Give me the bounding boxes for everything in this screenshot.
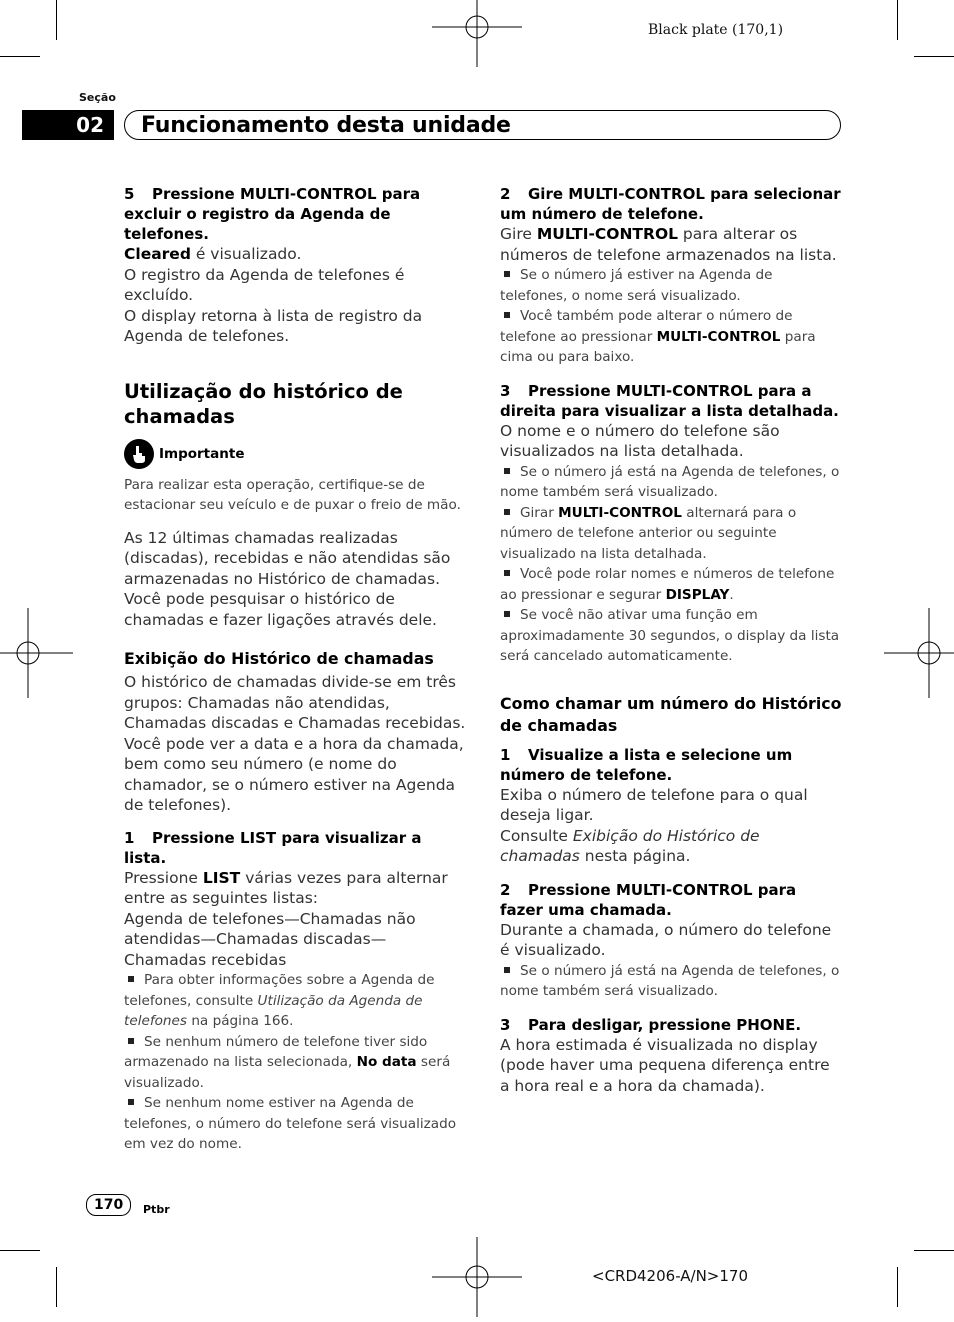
bullet-square-icon [504, 468, 510, 474]
step-1-lists: Agenda de telefones—Chamadas não atendidas—Chamadas discadas—Chamadas recebidas [124, 909, 416, 969]
subheading-call-from-history: Como chamar um número do Histórico de chamadas [500, 693, 842, 735]
step-3-heading [500, 381, 842, 421]
step-title: Gire MULTI-CONTROL para selecionar um número de telefone. [500, 185, 841, 223]
page-number: 170 [86, 1194, 131, 1216]
bullet-square-icon [504, 611, 510, 617]
step-number: 1 [124, 828, 135, 847]
call-step-2-heading [500, 880, 842, 920]
note-item: Você também pode alterar o número de telefone ao pressionar MULTI-CONTROL para cima ou para baixo. [500, 308, 816, 365]
bullet-square-icon [128, 1038, 134, 1044]
important-label: Importante [124, 439, 466, 469]
section-heading-history: Utilização do histórico de chamadas [124, 379, 403, 428]
registration-mark-right [884, 608, 954, 698]
note-item: Se nenhum nome estiver na Agenda de telefones, o número do telefone será visualizado em vez do nome. [124, 1095, 457, 1152]
bullet-square-icon [504, 509, 510, 515]
section-number-badge: 02 [22, 110, 114, 140]
step-title: Pressione MULTI-CONTROL para excluir o registro da Agenda de telefones. [124, 185, 421, 243]
step-1-text: Pressione LIST várias vezes para alternar entre as seguintes listas: [124, 868, 448, 907]
step-title: Visualize a lista e selecione um número de telefone. [500, 745, 793, 784]
crop-mark-tl-h [0, 56, 40, 57]
note-item: Se o número já está na Agenda de telefones, o nome também será visualizado. [500, 962, 840, 999]
bullet-square-icon [128, 976, 134, 982]
left-column [124, 184, 466, 1155]
step-5-cleared: Cleared é visualizado. [124, 245, 302, 263]
subheading-history-display: Exibição do Histórico de chamadas [124, 649, 434, 668]
step-title: Pressione LIST para visualizar a lista. [124, 828, 422, 867]
note-item: Se o número já estiver na Agenda de telefones, o nome será visualizado. [500, 267, 773, 304]
section-label: Seção [79, 91, 116, 104]
step-title: Pressione MULTI-CONTROL para fazer uma chamada. [500, 880, 797, 919]
step-number: 1 [500, 745, 511, 764]
step-2-text: Gire MULTI-CONTROL para alterar os números de telefone armazenados na lista. [500, 225, 837, 264]
crop-mark-tr-h [914, 56, 954, 57]
call-step-1-heading [500, 745, 842, 785]
bullet-square-icon [128, 1099, 134, 1105]
note-item: Se o número já está na Agenda de telefones, o nome também será visualizado. [500, 463, 840, 500]
language-label: Ptbr [143, 1203, 170, 1216]
registration-mark-left [0, 608, 73, 698]
section-title: Funcionamento desta unidade [141, 112, 511, 138]
registration-mark-top [432, 0, 522, 72]
call-step-1-reference: Consulte Exibição do Histórico de chamadas nesta página. [500, 826, 760, 865]
important-hand-icon [124, 439, 154, 469]
registration-mark-bottom [432, 1232, 522, 1322]
step-1-heading [124, 828, 466, 868]
step-title: Para desligar, pressione PHONE. [528, 1015, 802, 1034]
crop-mark-br-h [914, 1250, 954, 1251]
note-item: Se nenhum número de telefone tiver sido armazenado na lista selecionada, No data será visualizado. [124, 1033, 451, 1091]
call-step-2-text: Durante a chamada, o número do telefone é visualizado. [500, 920, 832, 959]
important-text: Para realizar esta operação, certifique-se de estacionar seu veículo e de puxar o freio de mão. [124, 476, 461, 513]
history-intro: As 12 últimas chamadas realizadas (discadas), recebidas e não atendidas são armazenadas no Histórico de chamadas. Você pode pesquisar o histórico de chamadas e fazer ligações através dele. [124, 528, 451, 629]
step-number: 2 [500, 880, 511, 899]
step-number: 3 [500, 381, 511, 400]
crop-mark-bl-v [56, 1267, 57, 1307]
note-item: Girar MULTI-CONTROL alternará para o número de telefone anterior ou seguinte visualizado na lista detalhada. [500, 504, 797, 562]
step-number: 3 [500, 1015, 511, 1034]
call-step-3-heading [500, 1015, 842, 1035]
step-5-line2: O registro da Agenda de telefones é excluído. [124, 265, 405, 304]
right-column [500, 184, 842, 1096]
crop-mark-bl-h [0, 1250, 40, 1251]
step-5-line3: O display retorna à lista de registro da Agenda de telefones. [124, 306, 423, 345]
step-title: Pressione MULTI-CONTROL para a direita para visualizar a lista detalhada. [500, 381, 839, 420]
note-item: Se você não ativar uma função em aproximadamente 30 segundos, o display da lista será cancelado automaticamente. [500, 607, 840, 664]
crop-mark-br-v [897, 1267, 898, 1307]
step-5-heading [124, 184, 466, 244]
cleared-term: Cleared [124, 245, 191, 263]
step-3-text: O nome e o número do telefone são visualizados na lista detalhada. [500, 421, 780, 460]
bullet-square-icon [504, 271, 510, 277]
bullet-square-icon [504, 312, 510, 318]
step-number: 2 [500, 185, 511, 203]
crop-mark-tr-v [897, 0, 898, 40]
document-code: <CRD4206-A/N>170 [592, 1267, 749, 1285]
call-step-3-text: A hora estimada é visualizada no display (pode haver uma pequena diferença entre a hora real e a hora da chamada). [500, 1035, 830, 1095]
black-plate-label: Black plate (170,1) [648, 22, 784, 38]
note-item: Para obter informações sobre a Agenda de telefones, consulte Utilização da Agenda de telefones na página 166. [124, 972, 435, 1029]
history-display-text: O histórico de chamadas divide-se em três grupos: Chamadas não atendidas, Chamadas discadas e Chamadas recebidas. Você pode ver a data e a hora da chamada, bem como seu número (e nome do chamador, se o número estiver na Agenda de telefones). [124, 673, 466, 814]
section-title-box [124, 110, 841, 140]
bullet-square-icon [504, 570, 510, 576]
bullet-square-icon [504, 967, 510, 973]
note-item: Você pode rolar nomes e números de telefone ao pressionar e segurar DISPLAY. [500, 566, 835, 603]
step-number: 5 [124, 185, 135, 203]
crop-mark-tl-v [56, 0, 57, 40]
call-step-1-text: Exiba o número de telefone para o qual deseja ligar. [500, 785, 808, 824]
step-2-heading [500, 184, 842, 224]
